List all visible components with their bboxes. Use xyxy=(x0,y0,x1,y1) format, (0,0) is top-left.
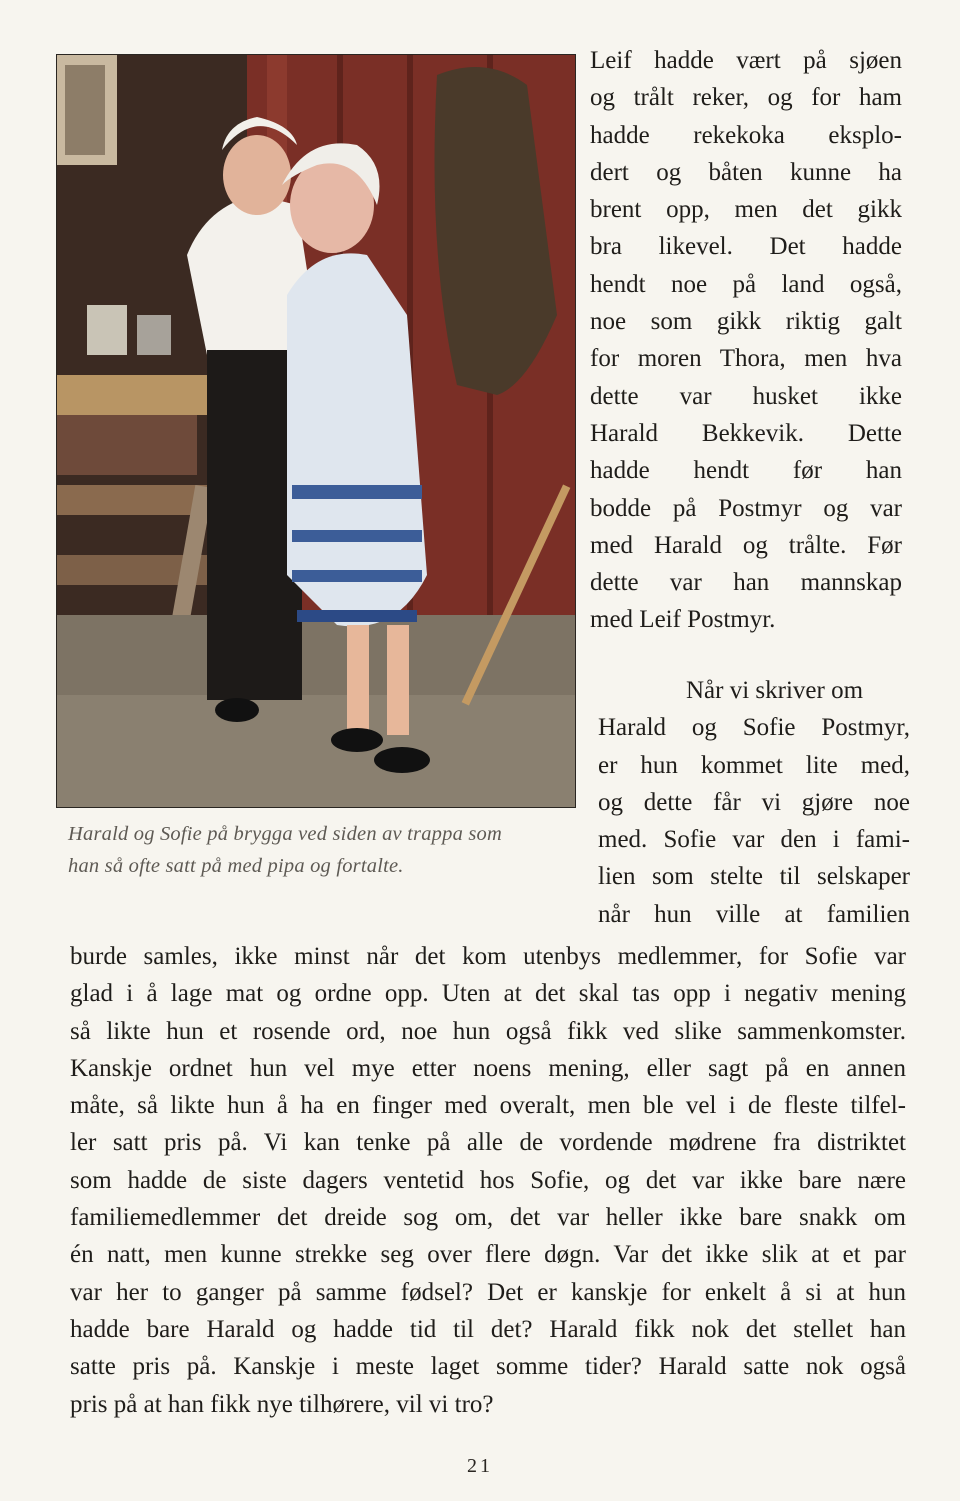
text-line: familiemedlemmer det dreide sog om, det var heller ikke bare snakk om xyxy=(70,1204,906,1232)
paragraph-1 xyxy=(590,42,902,639)
text-line: og dette får vi gjøre noe xyxy=(598,788,910,816)
page-number: 21 xyxy=(467,1455,493,1477)
text-line: med Leif Postmyr. xyxy=(590,606,776,634)
text-line: hendt noe på land også, xyxy=(590,270,902,298)
caption-line: han så ofte satt på med pipa og fortalte. xyxy=(68,855,404,877)
text-line: med. Sofie var den i fami- xyxy=(598,826,910,854)
text-line: som hadde de siste dagers ventetid hos Sofie, og det var ikke bare nære xyxy=(70,1166,906,1194)
text-line: lien som stelte til selskaper xyxy=(598,863,910,891)
text-line: hadde bare Harald og hadde tid til det? Harald fikk nok det stellet han xyxy=(70,1315,906,1343)
text-line: hadde hendt før han xyxy=(590,457,902,485)
text-line: måte, så likte hun å ha en finger med overalt, men ble vel i de fleste tilfel- xyxy=(70,1092,906,1120)
text-line: for moren Thora, men hva xyxy=(590,345,902,373)
text-line: dette var husket ikke xyxy=(590,382,902,410)
text-line: Harald og Sofie Postmyr, xyxy=(598,714,910,742)
text-line: én natt, men kunne strekke seg over flere døgn. Var det ikke slik at et par xyxy=(70,1241,906,1269)
text-line: Kanskje ordnet hun vel mye etter noens mening, eller sagt på en annen xyxy=(70,1054,906,1082)
text-line: hadde rekekoka eksplo- xyxy=(590,121,902,149)
text-line: bodde på Postmyr og var xyxy=(590,494,902,522)
text-line: ler satt pris på. Vi kan tenke på alle de vordende mødrene fra distriktet xyxy=(70,1129,906,1157)
text-line: er hun kommet lite med, xyxy=(598,751,910,779)
text-line: og trålt reker, og for ham xyxy=(590,84,902,112)
text-line: bra likevel. Det hadde xyxy=(590,233,902,261)
text-line: satte pris på. Kanskje i meste laget somme tider? Harald satte nok også xyxy=(70,1353,906,1381)
text-line: Leif hadde vært på sjøen xyxy=(590,47,902,74)
photo-illustration xyxy=(57,55,575,807)
text-line: så likte hun et rosende ord, noe hun også fikk ved slike sammenkomster. xyxy=(70,1017,906,1045)
text-line: glad i å lage mat og ordne opp. Uten at det skal tas opp i negativ mening xyxy=(70,980,906,1008)
text-line: når hun ville at familien xyxy=(598,900,910,928)
paragraph-2-full xyxy=(70,938,906,1423)
text-line: Harald Bekkevik. Dette xyxy=(590,419,902,447)
text-line: burde samles, ikke minst når det kom utenbys medlemmer, for Sofie var xyxy=(70,943,906,970)
text-line: pris på at han fikk nye tilhørere, vil vi tro? xyxy=(70,1390,494,1418)
couple-photo xyxy=(56,54,576,808)
text-line: brent opp, men det gikk xyxy=(590,196,902,224)
text-line: med Harald og trålte. Før xyxy=(590,531,902,559)
text-line: noe som gikk riktig galt xyxy=(590,308,902,336)
text-line: dert og båten kunne ha xyxy=(590,158,902,186)
paragraph-2-column xyxy=(598,672,910,933)
photo-caption xyxy=(68,818,578,882)
caption-line: Harald og Sofie på brygga ved siden av trappa som xyxy=(68,823,502,845)
text-line: var her to ganger på samme fødsel? Det er kanskje for enkelt å si at hun xyxy=(70,1278,906,1306)
text-line: dette var han mannskap xyxy=(590,569,902,597)
text-line: Når vi skriver om xyxy=(686,677,864,704)
